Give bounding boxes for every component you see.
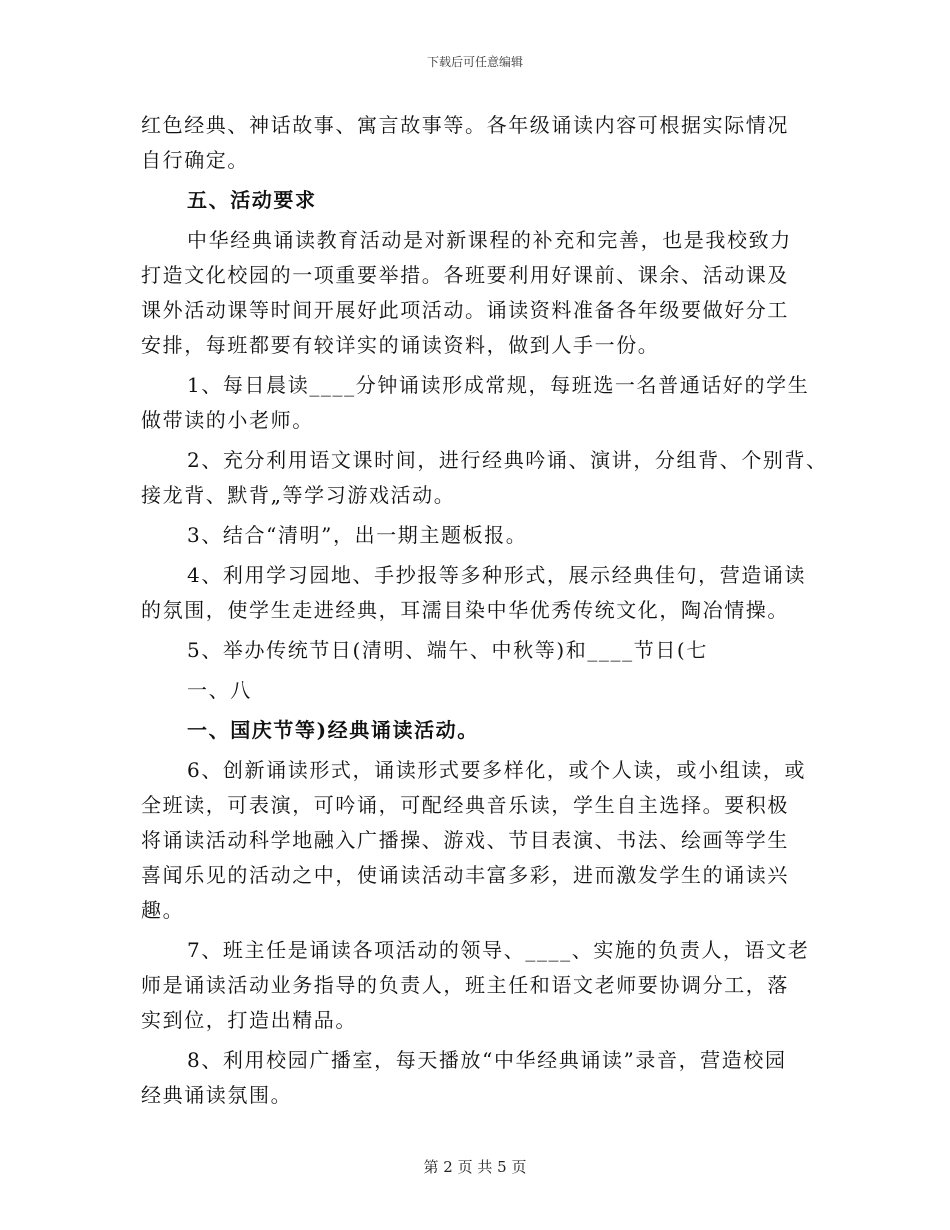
paragraph-7 <box>141 633 821 668</box>
paragraph-12 <box>141 1043 821 1113</box>
text-line: 经典诵读氛围。 <box>141 1083 293 1107</box>
paragraph-8 <box>141 673 821 708</box>
text-line: 2、充分利用语文课时间，进行经典吟诵、演讲，分组背、个别背、 <box>187 448 828 472</box>
paragraph-6 <box>141 558 821 628</box>
text-line: 安排，每班都要有较详实的诵读资料，做到人手一份。 <box>141 333 660 357</box>
section-heading <box>141 183 821 218</box>
text-line: 5、举办传统节日(清明、端午、中秋等)和____节日(七 <box>187 638 708 662</box>
paragraph-3 <box>141 368 821 438</box>
paragraph-2 <box>141 223 821 363</box>
page-footer: 第 2 页 共 5 页 <box>423 1158 527 1176</box>
paragraph-9-bold <box>141 713 821 748</box>
text-line: 红色经典、神话故事、寓言故事等。各年级诵读内容可根据实际情况 <box>141 113 789 137</box>
text-line: 喜闻乐见的活动之中，使诵读活动丰富多彩，进而激发学生的诵读兴 <box>141 863 789 887</box>
document-body <box>141 108 828 1113</box>
text-line: 7、班主任是诵读各项活动的领导、____、实施的负责人，语文老 <box>187 938 810 962</box>
text-line: 实到位，打造出精品。 <box>141 1008 357 1032</box>
text-line: 全班读，可表演，可吟诵，可配经典音乐读，学生自主选择。要积极 <box>141 793 789 817</box>
page-header: 下载后可任意编辑 <box>426 55 523 69</box>
paragraph-5 <box>141 518 821 553</box>
text-line: 师是诵读活动业务指导的负责人，班主任和语文老师要协调分工，落 <box>141 973 789 997</box>
text-line: 自行确定。 <box>141 148 249 172</box>
text-line: 打造文化校园的一项重要举措。各班要利用好课前、课余、活动课及 <box>141 263 789 287</box>
text-line: 一、八 <box>187 678 252 702</box>
text-line: 8、利用校园广播室，每天播放“中华经典诵读”录音，营造校园 <box>187 1048 787 1072</box>
text-line: 6、创新诵读形式，诵读形式要多样化，或个人读，或小组读，或 <box>187 758 807 782</box>
text-line: 一、国庆节等)经典诵读活动。 <box>187 718 479 742</box>
paragraph-0 <box>141 108 821 178</box>
text-line: 1、每日晨读____分钟诵读形成常规，每班选一名普通话好的学生 <box>187 373 810 397</box>
text-line: 的氛围，使学生走进经典，耳濡目染中华优秀传统文化，陶冶情操。 <box>141 598 789 622</box>
paragraph-10 <box>141 753 821 928</box>
text-line: 做带读的小老师。 <box>141 408 314 432</box>
text-line: 将诵读活动科学地融入广播操、游戏、节目表演、书法、绘画等学生 <box>141 828 789 852</box>
text-line: 接龙背、默背„等学习游戏活动。 <box>141 483 456 507</box>
text-line: 五、活动要求 <box>187 188 317 212</box>
text-line: 3、结合“清明”，出一期主题板报。 <box>187 523 528 547</box>
text-line: 课外活动课等时间开展好此项活动。诵读资料准备各年级要做好分工 <box>141 298 789 322</box>
text-line: 中华经典诵读教育活动是对新课程的补充和完善，也是我校致力 <box>187 228 792 252</box>
paragraph-11 <box>141 933 821 1038</box>
paragraph-4 <box>141 443 828 513</box>
text-line: 4、利用学习园地、手抄报等多种形式，展示经典佳句，营造诵读 <box>187 563 807 587</box>
text-line: 趣。 <box>141 898 185 922</box>
